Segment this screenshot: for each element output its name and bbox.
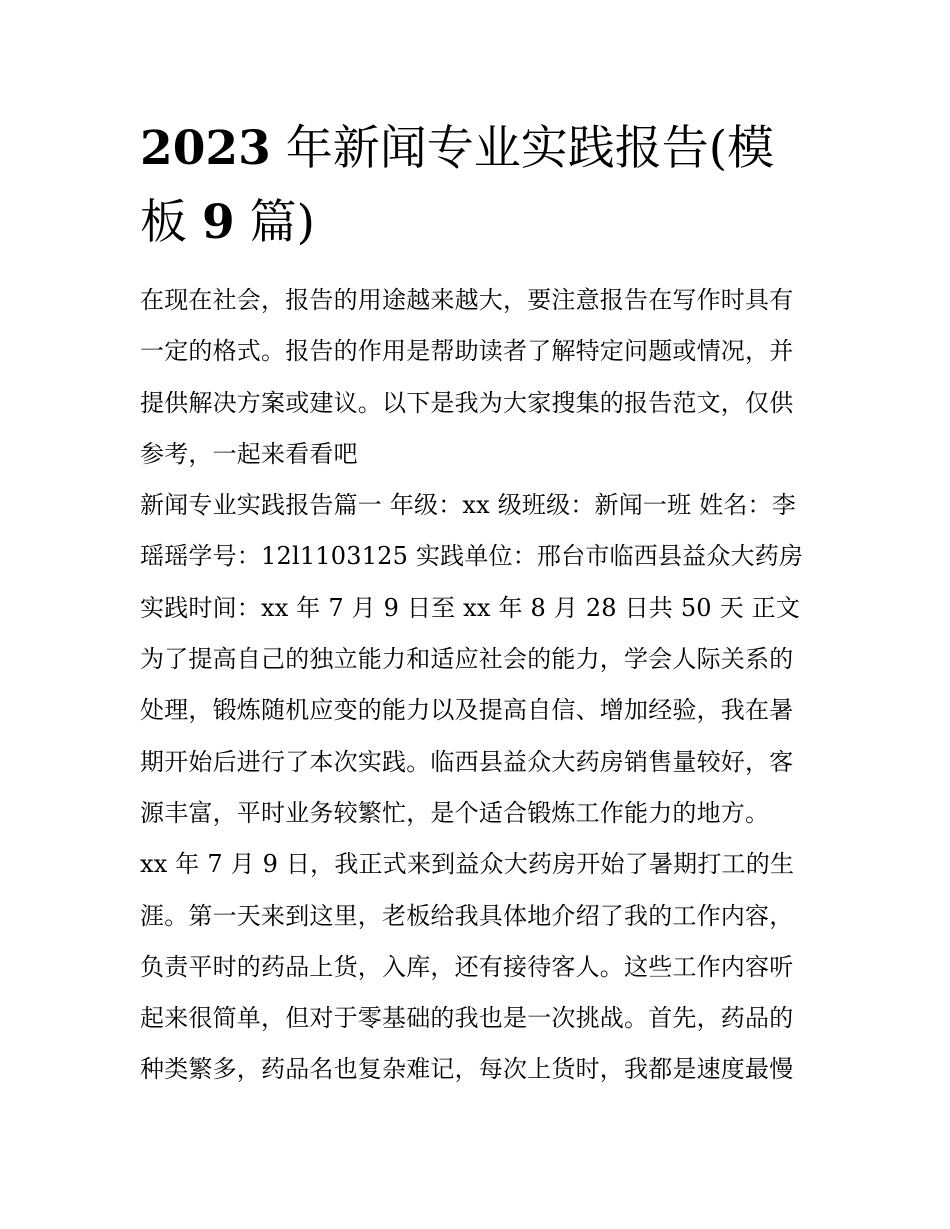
document-body (140, 275, 820, 1096)
body-line-1: 在现在社会，报告的用途越来越大，要注意报告在写作时具有 (140, 286, 794, 314)
title-text-3: 篇) (249, 195, 315, 250)
body-line-2: 一定的格式。报告的作用是帮助读者了解特定问题或情况，并 (140, 337, 794, 366)
body-line-13: 涯。第一天来到这里，老板给我具体地介绍了我的工作内容， (140, 901, 794, 930)
body-line-5: 新闻专业实践报告篇一 年级：xx 级班级：新闻一班 姓名：李 (140, 491, 796, 520)
title-year: 2023 (140, 121, 271, 176)
body-line-10: 期开始后进行了本次实践。临西县益众大药房销售量较好，客 (140, 747, 794, 776)
document-title (140, 112, 820, 260)
body-line-14: 负责平时的药品上货，入库，还有接待客人。这些工作内容听 (140, 952, 794, 981)
body-line-12: xx 年 7 月 9 日，我正式来到益众大药房开始了暑期打工的生 (140, 850, 795, 879)
body-line-4: 参考，一起来看看吧 (140, 439, 358, 468)
body-line-16: 种类繁多，药品名也复杂难记，每次上货时，我都是速度最慢 (140, 1055, 794, 1084)
body-line-6: 瑶瑶学号：12l1103125 实践单位：邢台市临西县益众大药房 (140, 542, 804, 571)
body-line-8: 为了提高自己的独立能力和适应社会的能力，学会人际关系的 (140, 645, 794, 674)
body-line-11: 源丰富，平时业务较繁忙，是个适合锻炼工作能力的地方。 (140, 798, 770, 827)
title-text: 年新闻专业实践报告(模 (285, 121, 775, 176)
title-text-2: 板 (140, 195, 187, 250)
body-line-15: 起来很简单，但对于零基础的我也是一次挑战。首先，药品的 (140, 1004, 794, 1033)
title-count: 9 (201, 195, 235, 250)
body-line-3: 提供解决方案或建议。以下是我为大家搜集的报告范文，仅供 (140, 388, 794, 417)
body-line-9: 处理，锻炼随机应变的能力以及提高自信、增加经验，我在暑 (140, 696, 794, 725)
body-line-7: 实践时间：xx 年 7 月 9 日至 xx 年 8 月 28 日共 50 天 正文 (140, 593, 801, 622)
